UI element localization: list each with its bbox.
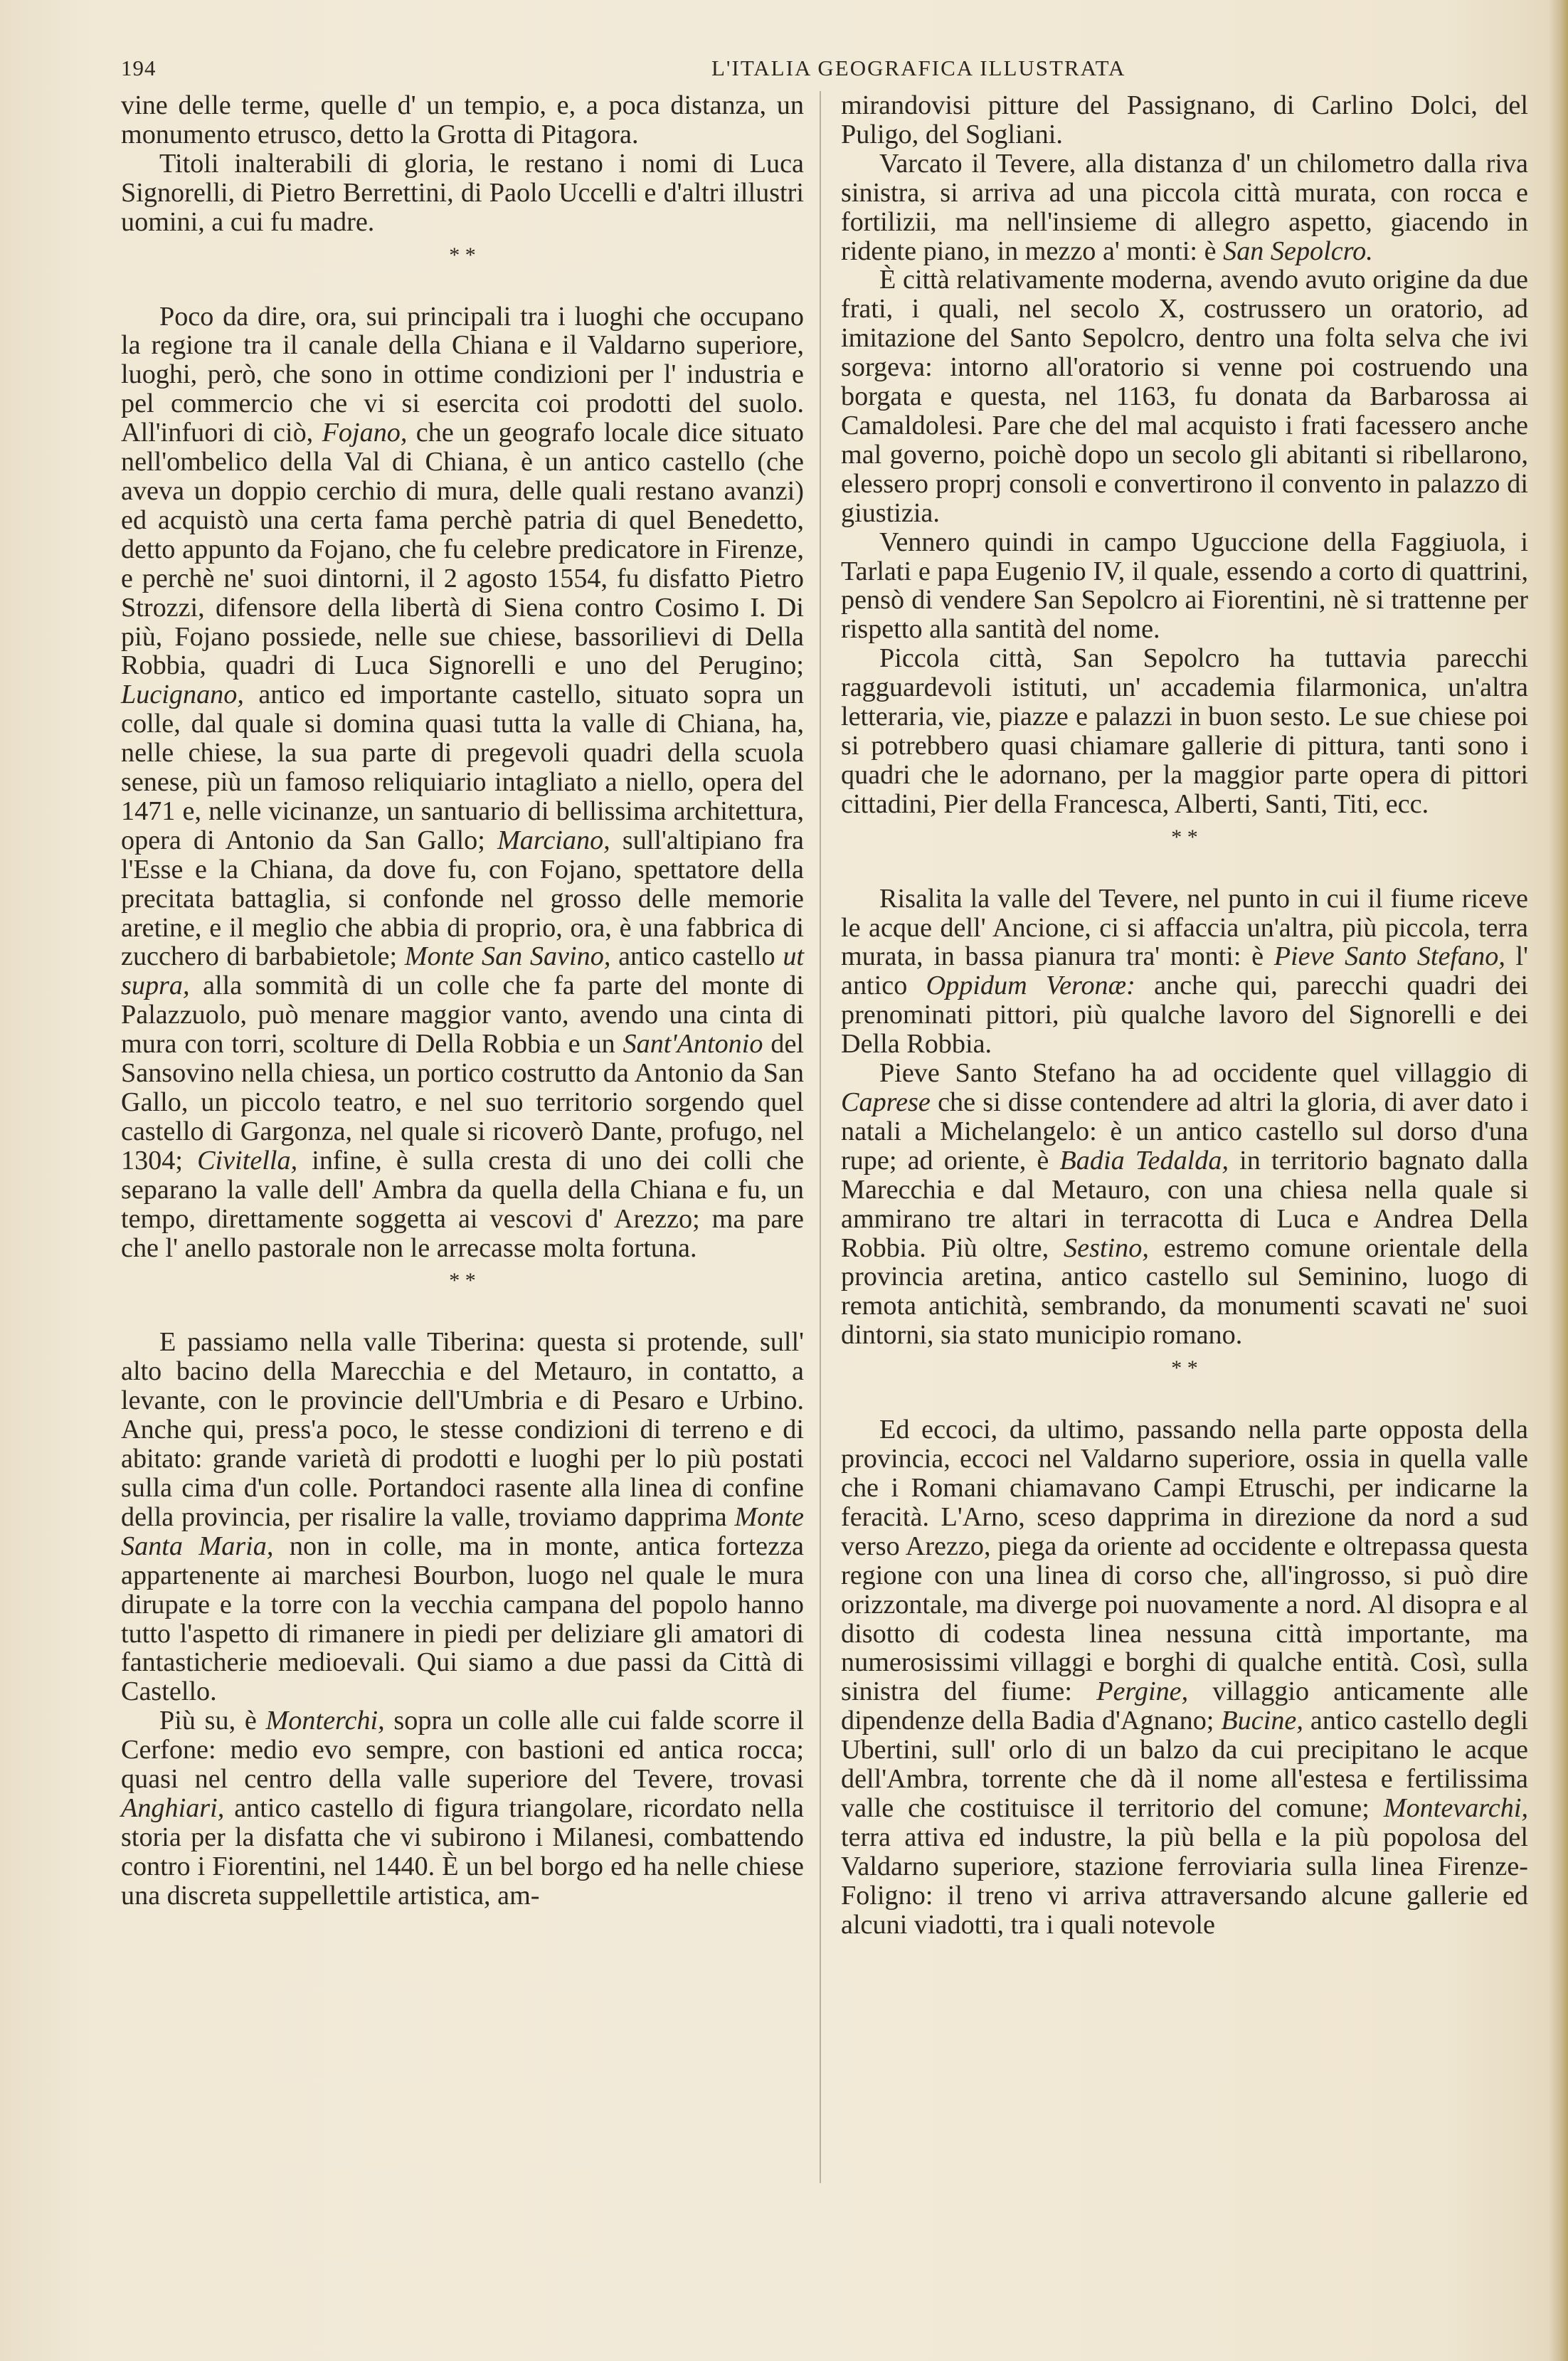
place-name: Pergine, (1096, 1676, 1189, 1707)
place-name: Sestino, (1064, 1232, 1149, 1263)
paragraph: Varcato il Tevere, alla distanza d' un chilometro dalla riva sinistra, si arriva ad una piccola città murata, con rocca e fortilizii, ma nell'insieme di allegro aspetto, giacendo in ridente piano, in mezzo a' monti: è San Sepolcro. (841, 148, 1528, 266)
section-separator (841, 819, 1528, 884)
paragraph: Risalita la valle del Tevere, nel punto in cui il fiume riceve le acque dell' Ancione, ci si affaccia un'altra, più piccola, terra murata, in bassa pianura tra' monti: è Pieve Santo Stefano, l' antico Oppidum Veronæ: anche qui, parecchi quadri dei prenominati pittori, più qualche lavoro del Signorelli e dei Della Robbia. (841, 883, 1529, 1060)
place-name: Lucignano, (121, 680, 244, 710)
separator-asterisks: * * (1171, 825, 1198, 849)
column-divider (820, 91, 821, 2183)
page-header (121, 48, 1530, 84)
separator-asterisks: * * (449, 243, 476, 267)
place-name: Anghiari, (121, 1792, 225, 1823)
paragraph: Poco da dire, ora, sui principali tra i luoghi che occupano la regione tra il canale della Chiana e il Valdarno superiore, luoghi, però, che sono in ottime condizioni per l' industria e pel commercio che vi si esercita coi prodotti del suolo. All'infuori di ciò, Fojano, che un geografo locale dice situato nell'ombelico della Val di Chiana, è un antico castello (che aveva un doppio cerchio di mura, delle quali restano avanzi) ed acquistò una certa fama perchè patria di quel Benedetto, detto appunto da Fojano, che fu celebre predicatore in Firenze, e perchè ne' suoi dintorni, il 2 agosto 1554, fu disfatto Pietro Strozzi, difensore della libertà di Siena contro Cosimo I. Di più, Fojano possiede, nelle sue chiese, bassorilievi di Della Robbia, quadri di Luca Signorelli e uno del Perugino; Lucignano, antico ed importante castello, situato sopra un colle, dal quale si domina quasi tutta la valle di Chiana, ha, nelle chiese, la sua parte di pregevoli quadri della scuola senese, più un famoso reliquiario intagliato a niello, opera del 1471 e, nelle vicinanze, un santuario di bellissima architettura, opera di Antonio da San Gallo; Marciano, sull'altipiano fra l'Esse e la Chiana, da dove fu, con Fojano, spettatore della precitata battaglia, si confonde nel grosso delle memorie aretine, e il meglio che abbia di proprio, ora, è una fabbrica di zucchero di barbabietole; Monte San Savino, antico castello ut supra, alla sommità di un colle che fa parte del monte di Palazzuolo, può menare maggior vanto, avendo una cinta di mura con torri, scolture di Della Robbia e un Sant'Antonio del Sansovino nella chiesa, un portico costrutto da Antonio da San Gallo, un piccolo teatro, e nel suo territorio sorgendo quel castello di Gargonza, nel quale si ricoverò Dante, profugo, nel 1304; Civitella, infine, è sulla cresta di uno dei colli che separano la valle dell' Ambra da quella della Chiana e fu, un tempo, direttamente soggetta ai vescovi d' Arezzo; ma pare che l' anello pastorale non le arrecasse molta fortuna. (121, 301, 805, 1263)
place-name: Pieve Santo Stefano, (1273, 941, 1505, 972)
place-name: Badia Tedalda, (1059, 1145, 1229, 1176)
running-title: L'ITALIA GEOGRAFICA ILLUSTRATA (711, 56, 1126, 80)
place-name: Monte San Savino, (404, 941, 611, 972)
place-name: Bucine, (1221, 1706, 1303, 1736)
paragraph: mirandovisi pitture del Passignano, di Carlino Dolci, del Puligo, del Sogliani. (841, 90, 1528, 149)
left-column (121, 91, 804, 1911)
place-name: Fojano, (322, 418, 408, 448)
paragraph: Pieve Santo Stefano ha ad occidente quel villaggio di Caprese che si disse contendere ad altri la gloria, di aver dato i natali a Michelangelo: è un antico castello sul dorso d'una rupe; ad oriente, è Badia Tedalda, in territorio bagnato dalla Marecchia e dal Metauro, con una chiesa nella quale si ammirano tre altari in terracotta di Luca e Andrea Della Robbia. Più oltre, Sestino, estremo comune orientale della provincia aretina, antico castello sul Seminino, luogo di remota antichità, sembrando, da monumenti scavati ne' suoi dintorni, sia stato municipio romano. (841, 1058, 1529, 1351)
paragraph: Titoli inalterabili di gloria, le restano i nomi di Luca Signorelli, di Pietro Berrettini, di Paolo Uccelli e d'altri illustri uomini, a cui fu madre. (121, 148, 804, 237)
paragraph: Ed eccoci, da ultimo, passando nella parte opposta della provincia, eccoci nel Valdarno superiore, ossia in quella valle che i Romani chiamavano Campi Etruschi, per indicarne la feracità. L'Arno, sceso dapprima in direzione da nord a sud verso Arezzo, piega da oriente ad occidente e oltrepassa questa regione con una linea di corso che, all'ingrosso, si può dire orizzontale, ma diverge poi nuovamente a nord. Al disopra e al disotto di codesta linea nessuna città importante, ma numerosissimi villaggi e borghi di qualche entità. Così, sulla sinistra del fiume: Pergine, villaggio anticamente alle dipendenze della Badia d'Agnano; Bucine, antico castello degli Ubertini, sull' orlo di un balzo da cui precipitano le acque dell'Ambra, torrente che dà il nome all'estesa e fertilissima valle che costituisce il territorio del comune; Montevarchi, terra attiva ed industre, la più bella e la più popolosa del Valdarno superiore, stazione ferroviaria sulla linea Firenze-Foligno: il treno vi arriva attraversando alcune gallerie ed alcuni viadotti, tra i quali notevole (841, 1415, 1529, 1940)
place-name: Montevarchi, (1383, 1792, 1529, 1823)
latin-phrase: Oppidum Veronæ: (926, 971, 1135, 1001)
paragraph: Piccola città, San Sepolcro ha tuttavia parecchi ragguardevoli istituti, un' accademia filarmonica, un'altra letteraria, vie, piazze e palazzi in buon sesto. Le sue chiese poi si potrebbero quasi chiamare gallerie di pittura, tanti sono i quadri che le adornano, per la maggior parte opera di pittori cittadini, Pier della Francesca, Alberti, Santi, Titi, ecc. (841, 643, 1528, 819)
paragraph: È città relativamente moderna, avendo avuto origine da due frati, i quali, nel secolo X, costrussero un oratorio, ad imitazione del Santo Sepolcro, dentro una folta selva che ivi sorgeva: intorno all'oratorio si venne poi costruendo una borgata e questa, nel 1163, fu donata da Barbarossa ai Camaldolesi. Pare che del mal acquisto i frati facessero anche mal governo, poichè dopo un secolo gli abitanti si ribellarono, elessero proprj consoli e convertirono il convento in palazzo di giustizia. (841, 265, 1528, 528)
separator-asterisks: * * (1171, 1356, 1198, 1380)
section-separator (841, 1350, 1528, 1415)
paragraph: E passiamo nella valle Tiberina: questa si protende, sull' alto bacino della Marecchia e del Metauro, in contatto, a levante, con le provincie dell'Umbria e di Pesaro e Urbino. Anche qui, press'a poco, le stesse condizioni di terreno e di abitato: grande varietà di prodotti e luoghi per lo più postati sulla cima d'un colle. Portandoci rasente alla linea di confine della provincia, per risalire la valle, troviamo dapprima Monte Santa Maria, non in colle, ma in monte, antica fortezza appartenente ai marchesi Bourbon, luogo nel quale le mura dirupate e la torre con la vecchia campana del popolo hanno tutto l'aspetto di rimanere in piedi per deliziare gli amatori di fantasticherie medioevali. Qui siamo a due passi da Città di Castello. (121, 1327, 805, 1707)
page-number: 194 (121, 56, 157, 80)
section-separator (121, 237, 804, 302)
separator-asterisks: * * (449, 1269, 476, 1293)
place-name: Monte Santa Maria, (121, 1501, 805, 1561)
place-name: Civitella, (197, 1145, 298, 1176)
paragraph: vine delle terme, quelle d' un tempio, e, a poca distanza, un monumento etrusco, detto la Grotta di Pitagora. (121, 90, 804, 149)
right-column (841, 91, 1528, 1939)
paragraph: Più su, è Monterchi, sopra un colle alle cui falde scorre il Cerfone: medio evo sempre, con bastioni ed antica rocca; quasi nel centro della valle superiore del Tevere, trovasi Anghiari, antico castello di figura triangolare, ricordato nella storia per la disfatta che vi subirono i Milanesi, combattendo contro i Fiorentini, nel 1440. È un bel borgo ed ha nelle chiese una discreta suppellettile artistica, am- (121, 1706, 805, 1911)
artwork-name: Sant'Antonio (623, 1029, 763, 1060)
paragraph: Vennero quindi in campo Uguccione della Faggiuola, i Tarlati e papa Eugenio IV, il quale, essendo a corto di quattrini, pensò di vendere San Sepolcro ai Fiorentini, nè si trattenne per rispetto alla santità del nome. (841, 527, 1528, 645)
place-name: Monterchi, (265, 1706, 385, 1736)
latin-phrase: ut supra, (121, 941, 805, 1001)
section-separator (121, 1262, 804, 1328)
place-name: San Sepolcro. (1223, 236, 1373, 266)
place-name: Marciano, (497, 825, 610, 855)
page-edge-shadow (1548, 0, 1568, 2361)
place-name: Caprese (841, 1087, 931, 1117)
